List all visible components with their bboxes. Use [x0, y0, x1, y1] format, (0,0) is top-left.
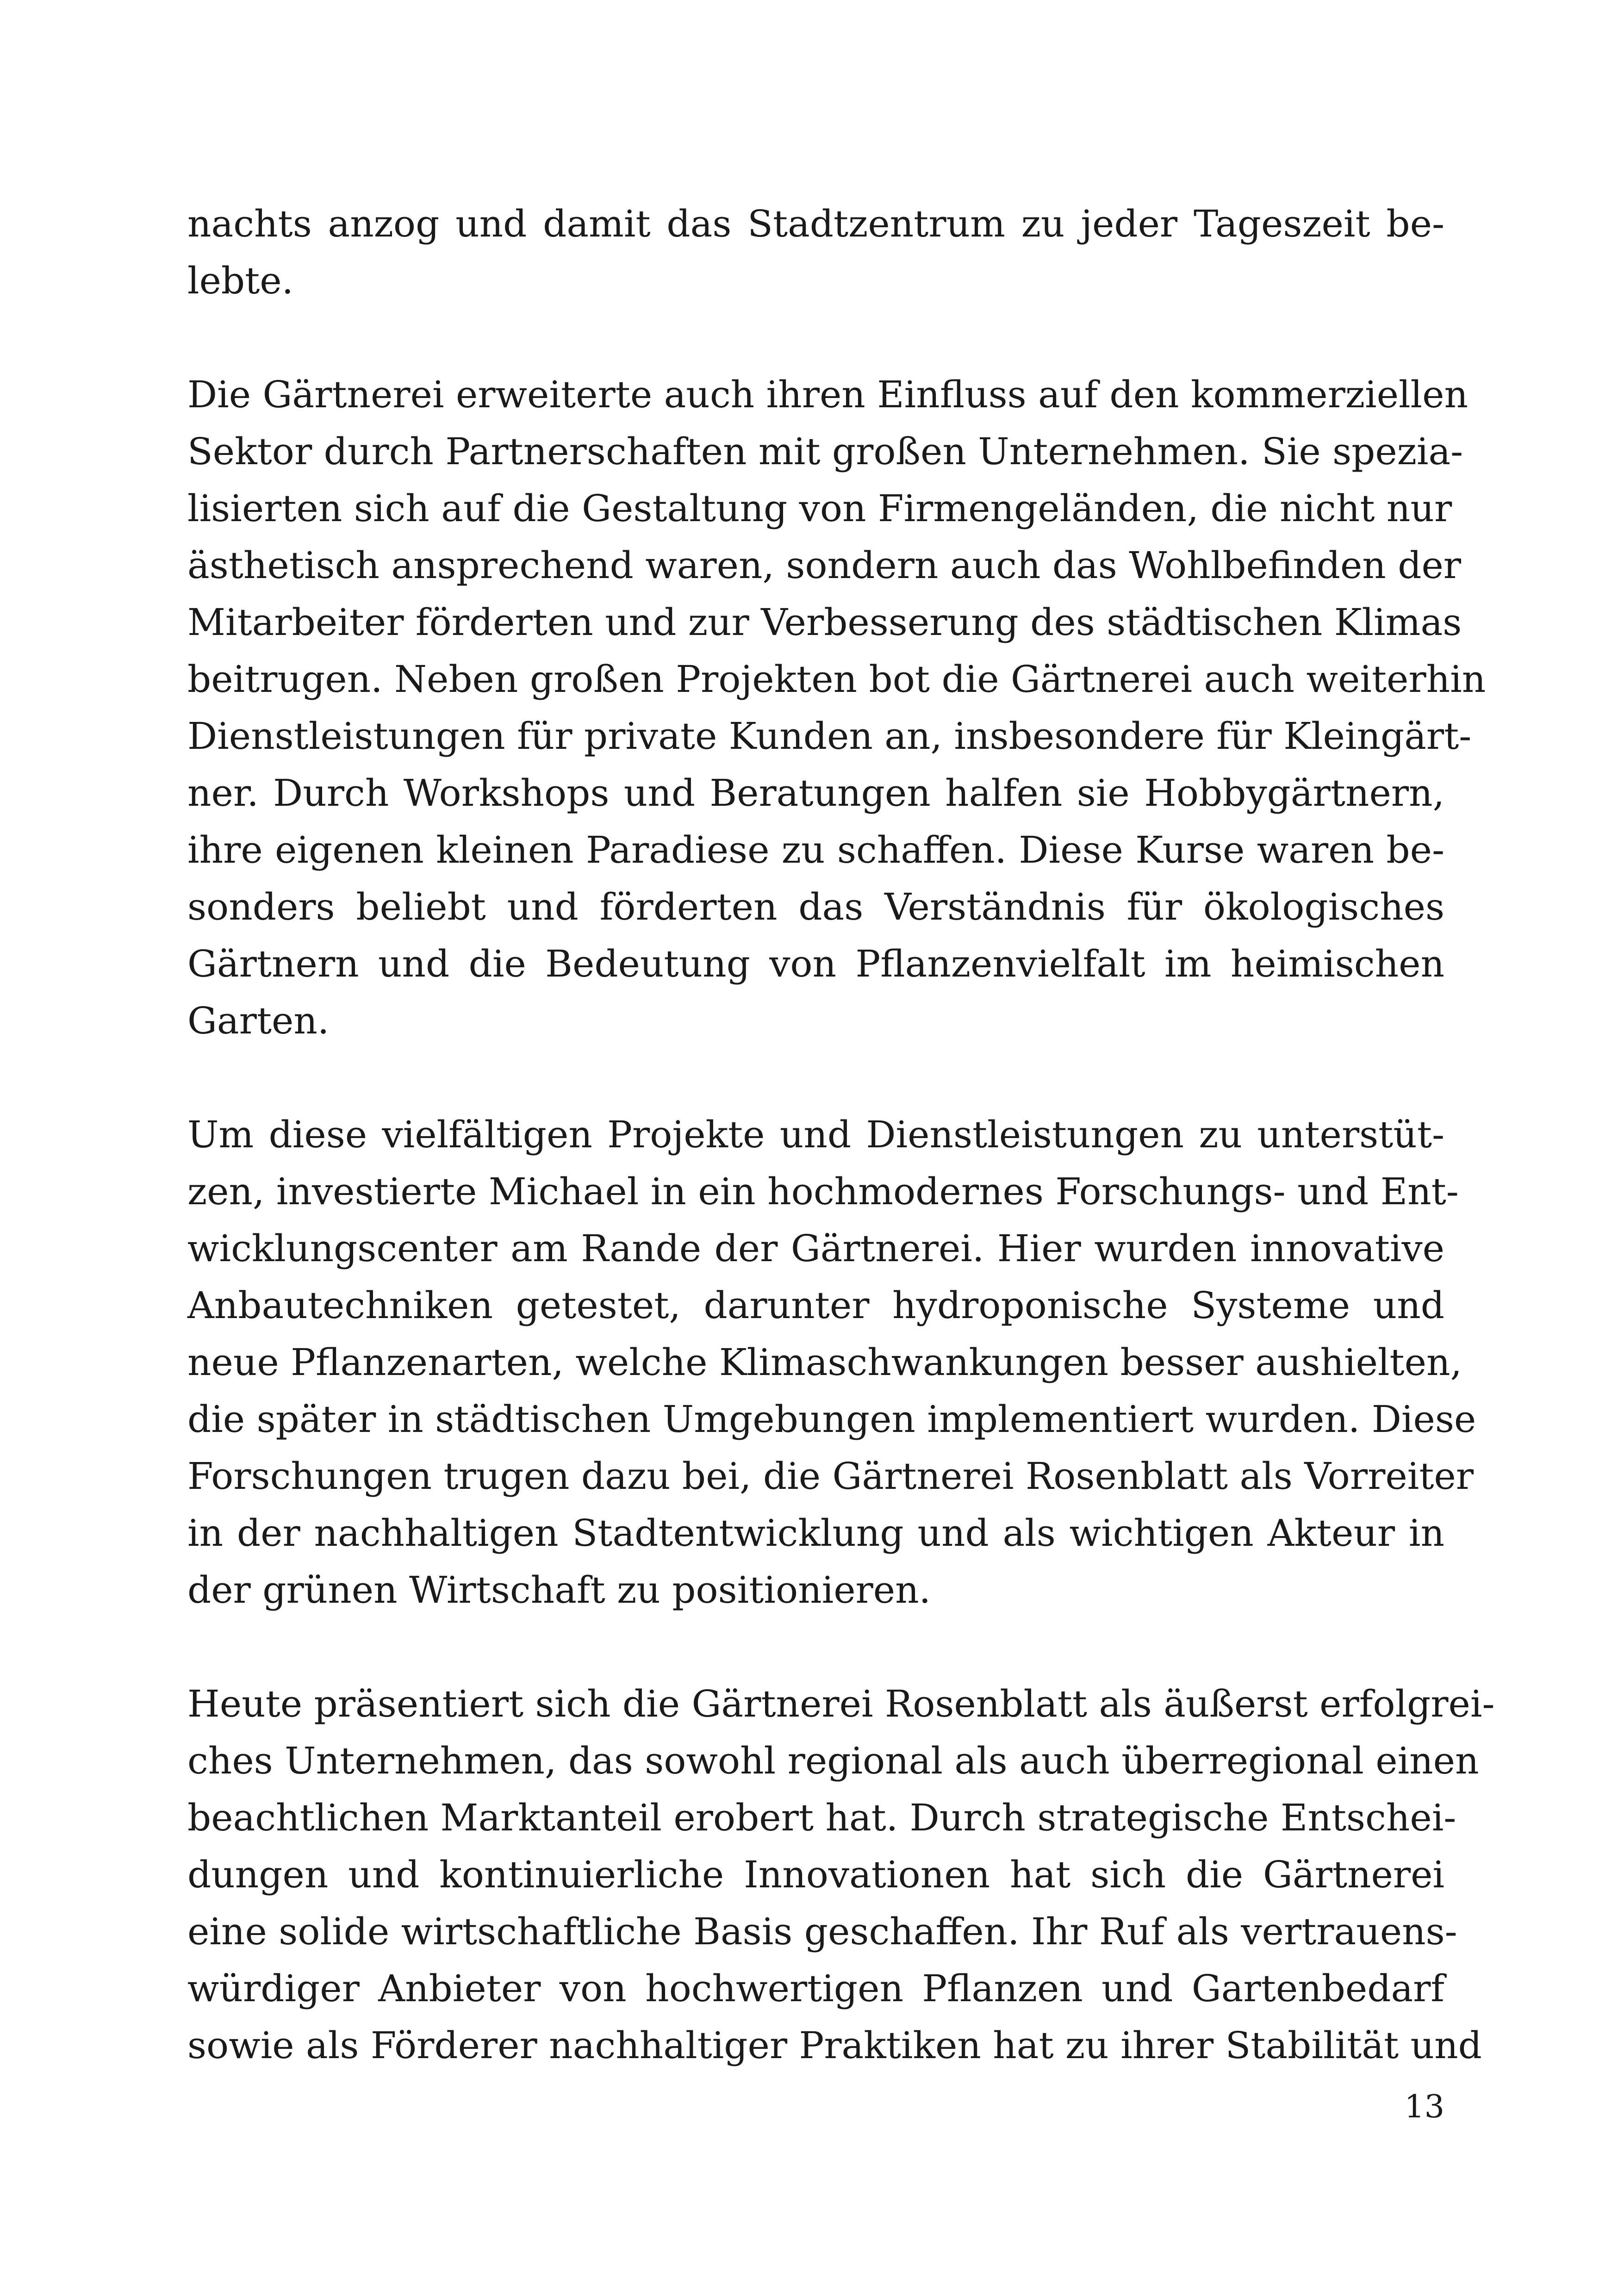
text-line: eine solide wirtschaftliche Basis geschaffen. Ihr Ruf als vertrauens-	[187, 1910, 1457, 1953]
text-line: ner. Durch Workshops und Beratungen halfen sie Hobbygärtnern,	[187, 772, 1444, 815]
text-line: Garten.	[187, 999, 330, 1042]
text-line: beachtlichen Marktanteil erobert hat. Durch strategische Entschei-	[187, 1796, 1456, 1839]
text-line: sonders beliebt und förderten das Verständnis für ökologisches	[187, 885, 1444, 928]
page-number: 13	[1404, 2089, 1444, 2125]
text-line: ches Unternehmen, das sowohl regional als auch überregional einen	[187, 1739, 1479, 1782]
text-line: in der nachhaltigen Stadtentwicklung und als wichtigen Akteur in	[187, 1512, 1444, 1555]
paragraph	[187, 195, 1444, 309]
text-line: Mitarbeiter förderten und zur Verbesserung des städtischen Klimas	[187, 601, 1462, 644]
text-line: sowie als Förderer nachhaltiger Praktiken hat zu ihrer Stabilität und	[187, 2024, 1482, 2067]
text-line: ihre eigenen kleinen Paradiese zu schaffen. Diese Kurse waren be-	[187, 828, 1444, 871]
text-line: Forschungen trugen dazu bei, die Gärtnerei Rosenblatt als Vorreiter	[187, 1455, 1474, 1498]
text-line: Anbautechniken getestet, darunter hydroponische Systeme und	[187, 1284, 1444, 1327]
paragraph	[187, 1106, 1476, 1618]
text-line: die später in städtischen Umgebungen implementiert wurden. Diese	[187, 1398, 1476, 1441]
text-line: nachts anzog und damit das Stadtzentrum zu jeder Tageszeit be-	[187, 202, 1444, 245]
text-line: lisierten sich auf die Gestaltung von Firmengeländen, die nicht nur	[187, 487, 1452, 530]
text-line: zen, investierte Michael in ein hochmodernes Forschungs- und Ent-	[187, 1170, 1459, 1213]
body-text	[187, 195, 1495, 2074]
text-line: Die Gärtnerei erweiterte auch ihren Einfluss auf den kommerziellen	[187, 373, 1468, 416]
text-line: Heute präsentiert sich die Gärtnerei Rosenblatt als äußerst erfolgrei-	[187, 1682, 1495, 1725]
text-line: der grünen Wirtschaft zu positionieren.	[187, 1568, 931, 1612]
text-line: Gärtnern und die Bedeutung von Pflanzenvielfalt im heimischen	[187, 942, 1444, 985]
text-line: ästhetisch ansprechend waren, sondern auch das Wohlbefinden der	[187, 544, 1462, 587]
text-line: lebte.	[187, 259, 294, 302]
paragraph	[187, 1675, 1495, 2074]
text-line: Dienstleistungen für private Kunden an, insbesondere für Kleingärt-	[187, 715, 1472, 758]
paragraph	[187, 366, 1486, 1049]
text-line: Sektor durch Partnerschaften mit großen Unternehmen. Sie spezia-	[187, 430, 1463, 473]
text-line: Um diese vielfältigen Projekte und Dienstleistungen zu unterstüt-	[187, 1113, 1444, 1156]
text-line: dungen und kontinuierliche Innovationen hat sich die Gärtnerei	[187, 1853, 1444, 1896]
text-line: neue Pflanzenarten, welche Klimaschwankungen besser aushielten,	[187, 1341, 1462, 1384]
text-line: beitrugen. Neben großen Projekten bot die Gärtnerei auch weiterhin	[187, 658, 1486, 701]
text-line: wicklungscenter am Rande der Gärtnerei. Hier wurden innovative	[187, 1227, 1444, 1270]
text-line: würdiger Anbieter von hochwertigen Pflanzen und Gartenbedarf	[187, 1967, 1444, 2010]
